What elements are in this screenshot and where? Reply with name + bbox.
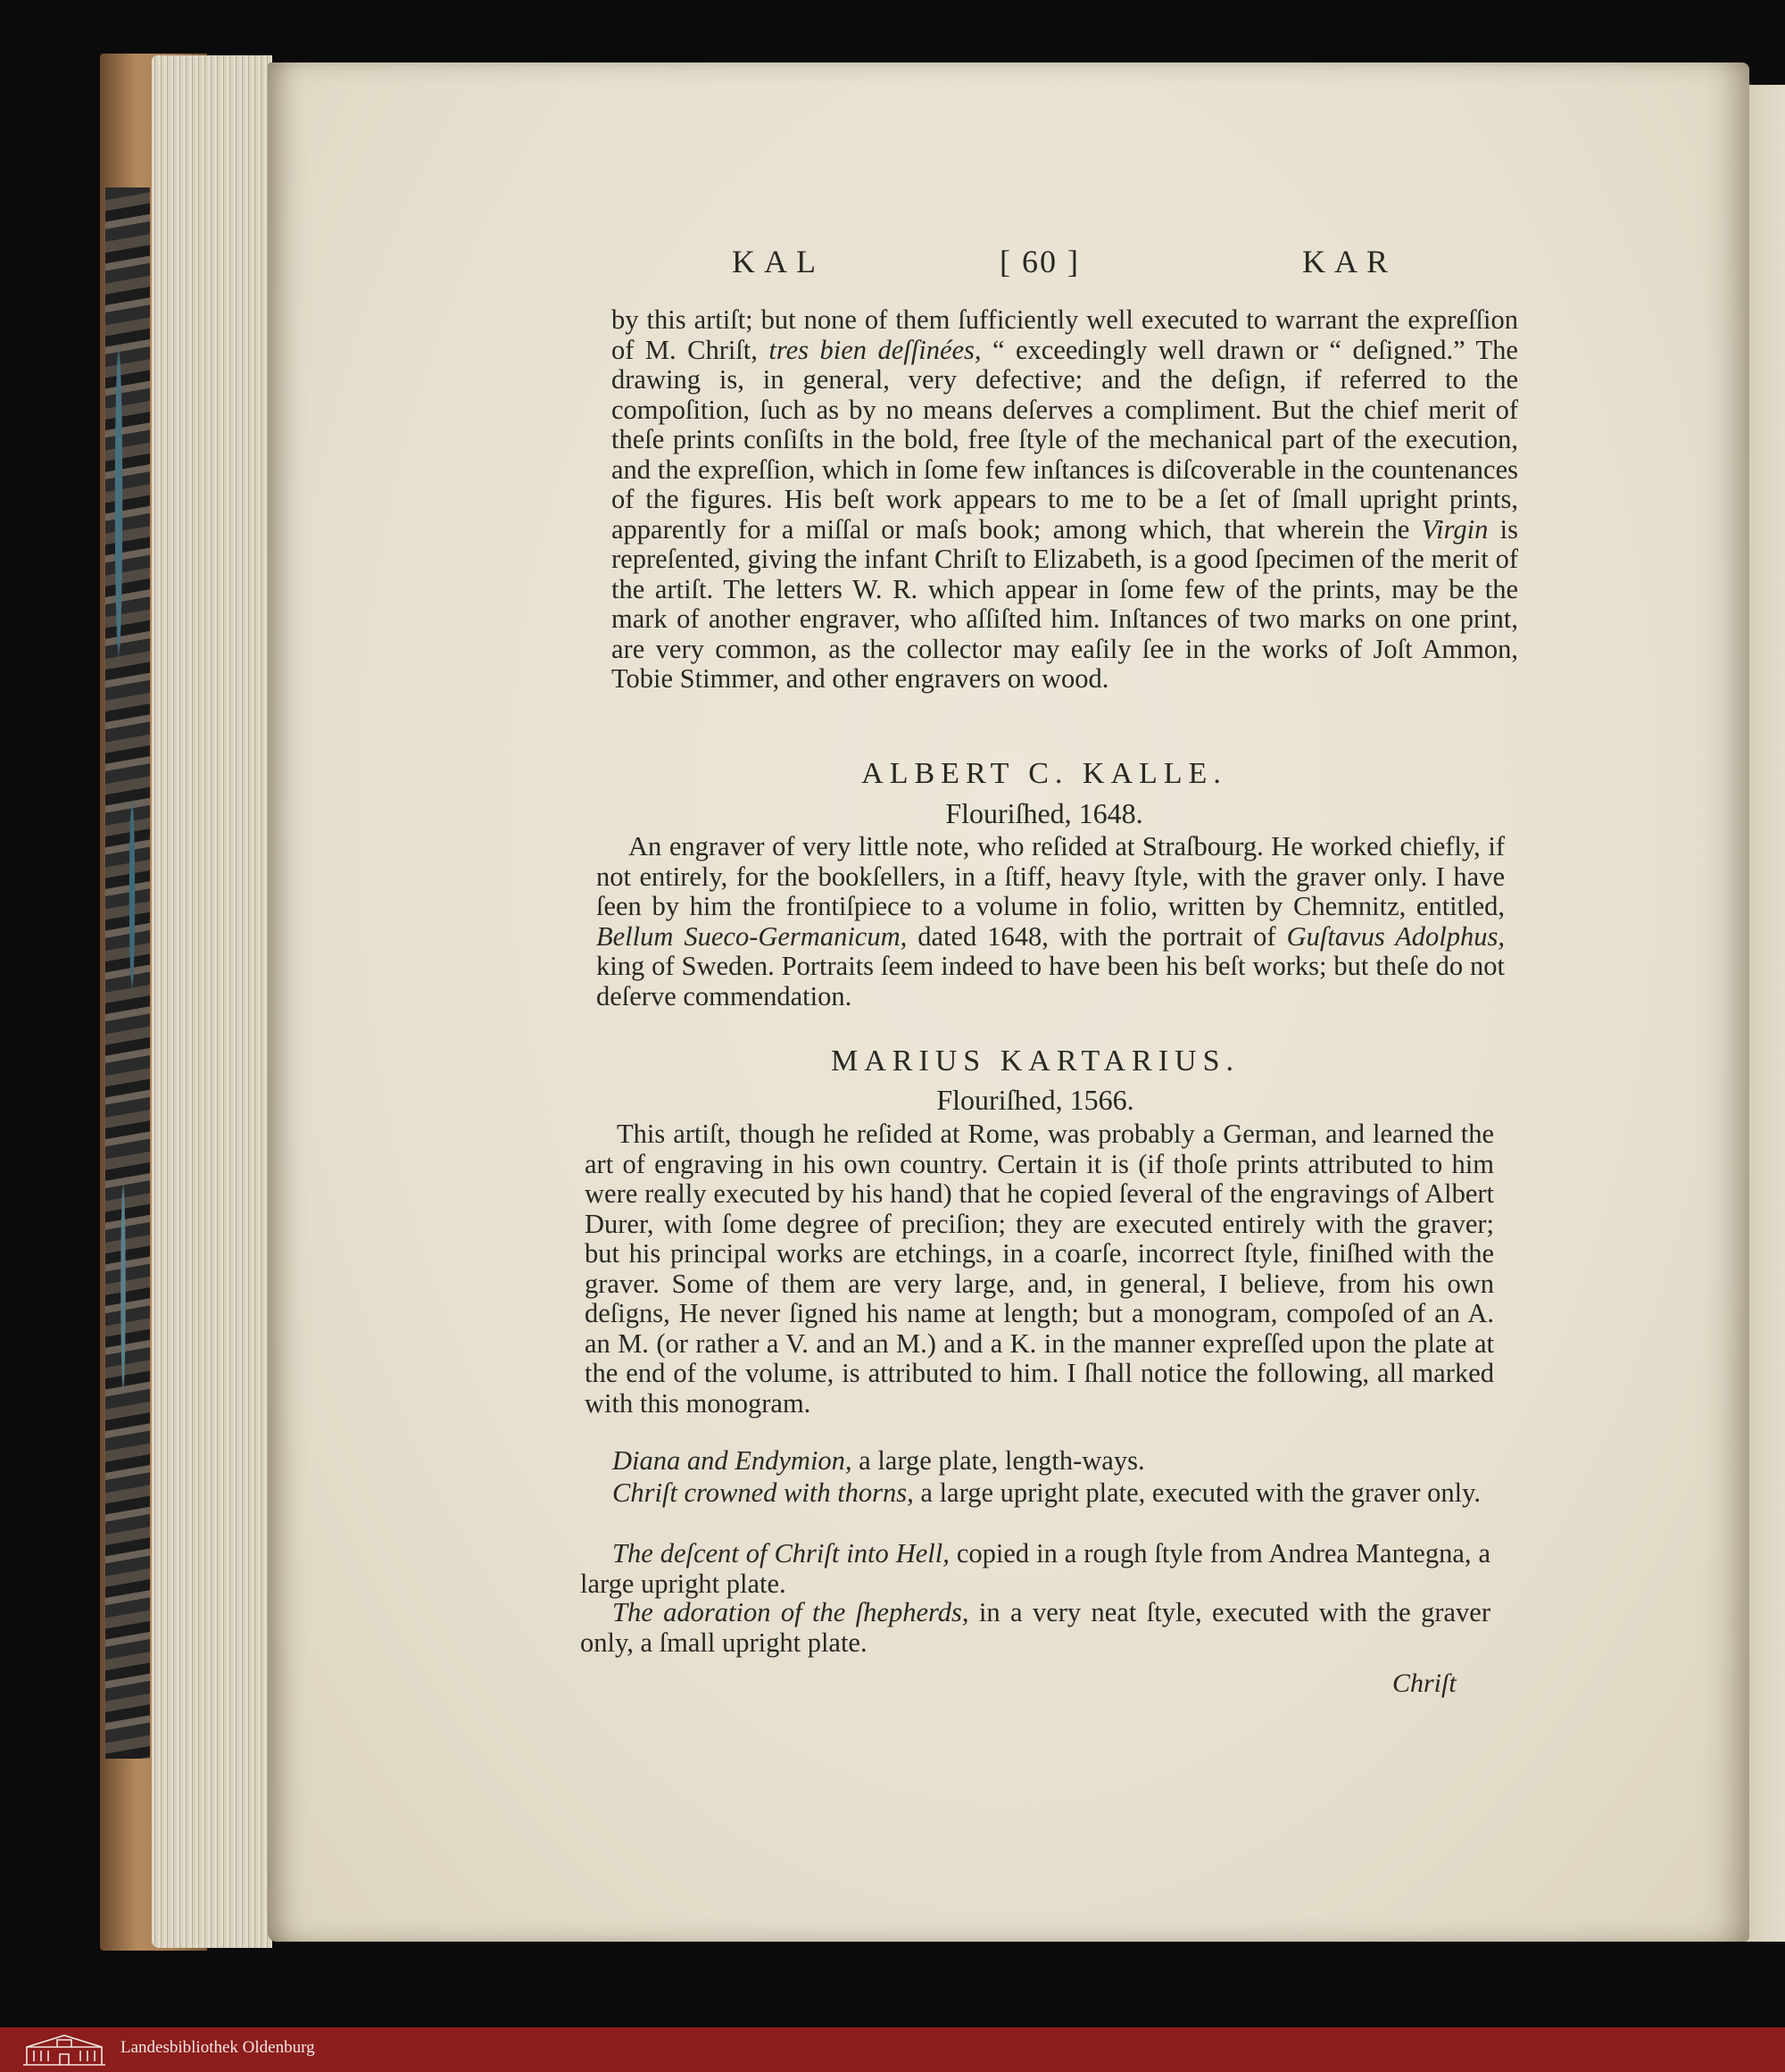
kalle-italic-1: Bellum Sueco-Germanicum, <box>596 920 908 952</box>
intro-italic-1: tres bien deſſinées, <box>768 334 982 365</box>
page-number: [ 60 ] <box>1000 244 1080 279</box>
kalle-text-1: An engraver of very little note, who reſided at Straſbourg. He worked chiefly, if not entirely, for the bookſellers, in a ſtiff, heavy ſtyle, with the graver only. I have ſeen by him the frontiſpiece to a volume in folio, written by Chemnitz, entitled, <box>596 831 1505 921</box>
intro-text-1: by this artiſt; but none of them ſufficiently well executed to warrant the expreſſion of M. Chriſt, <box>611 304 1518 365</box>
entry-title: The deſcent of Chriſt into Hell, <box>612 1538 950 1569</box>
heading-kartarius: MARIUS KARTARIUS. <box>830 1044 1241 1078</box>
entry-desc: a large plate, length-ways. <box>851 1445 1145 1476</box>
intro-italic-2: Virgin <box>1421 513 1489 545</box>
kalle-text-2: dated 1648, with the portrait of <box>907 920 1287 952</box>
entry-item <box>580 1446 1490 1477</box>
catchword: Chriſt <box>1392 1668 1457 1698</box>
running-head-left: KAL <box>732 244 825 279</box>
paragraph-kalle <box>596 832 1505 1011</box>
library-footer-bar <box>0 2027 1785 2072</box>
subheading-kartarius: Flouriſhed, 1566. <box>936 1084 1134 1116</box>
kalle-text-3: king of Sweden. Portraits ſeem indeed to have been his beſt works; but theſe do not deſerve commendation. <box>596 951 1505 1011</box>
marbled-endpaper <box>105 187 150 1759</box>
intro-text-3: is repreſented, giving the infant Chriſt to Elizabeth, is a good ſpecimen of the merit of the artiſt. The letters W. R. which appear in ſome few of the prints, may be the mark of another engraver, who aſſiſted him. Inſtances of two marks on one print, are very common, as the collector may eaſily ſee in the works of Joſt Ammon, Tobie Stimmer, and other engravers on wood. <box>611 513 1518 694</box>
library-building-icon <box>20 2033 109 2067</box>
page-edges <box>152 55 272 1948</box>
entry-item <box>580 1598 1490 1658</box>
subheading-kalle: Flouriſhed, 1648. <box>945 797 1143 829</box>
heading-kalle: ALBERT C. KALLE. <box>861 757 1227 790</box>
running-head-right: KAR <box>1301 244 1397 279</box>
running-head <box>732 243 1397 282</box>
entry-item <box>580 1539 1490 1599</box>
entry-title: The adoration of the ſhepherds, <box>612 1597 969 1627</box>
entry-desc: a large upright plate, executed with the graver only. <box>913 1477 1481 1508</box>
entry-title: Chriſt crowned with thorns, <box>612 1477 914 1508</box>
intro-text-2: “ exceedingly well drawn or “ deſigned.” The drawing is, in general, very defective; and the deſign, if referred to the compoſition, ſuch as by no means deſerves a compliment. But the chief merit of theſe prints conſiſts in the bold, free ſtyle of the mechanical part of the execution, and the expreſſion, which in ſome few inſtances is diſcoverable in the countenances of the figures. His beſt work appears to me to be a ſet of ſmall upright prints, apparently for a miſſal or maſs book; among which, that wherein the <box>611 334 1518 545</box>
intro-paragraph <box>611 305 1518 695</box>
entry-item <box>580 1478 1490 1509</box>
entry-desc: copied in a rough ſtyle from Andrea Mantegna, a large upright plate. <box>580 1538 1490 1599</box>
entry-desc: in a very neat ſtyle, executed with the graver only, a ſmall upright plate. <box>580 1597 1490 1658</box>
paragraph-kartarius: This artiſt, though he reſided at Rome, was probably a German, and learned the art of engraving in his own country. Certain it is (if thoſe prints attributed to him were really executed by his hand) that he copied ſeveral of the engravings of Albert Durer, with ſome degree of preciſion; they are executed entirely with the graver; but his principal works are etchings, in a coarſe, incorrect ſtyle, finiſhed with the graver. Some of them are very large, and, in general, I believe, from his own deſigns, He never ſigned his name at length; but a monogram, compoſed of an A. an M. (or rather a V. and an M.) and a K. in the manner expreſſed upon the plate at the end of the volume, is attributed to him. I ſhall notice the following, all marked with this monogram. <box>585 1119 1494 1419</box>
kalle-italic-2: Guſtavus Adolphus, <box>1286 920 1506 952</box>
entry-title: Diana and Endymion, <box>612 1445 852 1476</box>
library-name: Landesbibliothek Oldenburg <box>120 2038 315 2057</box>
